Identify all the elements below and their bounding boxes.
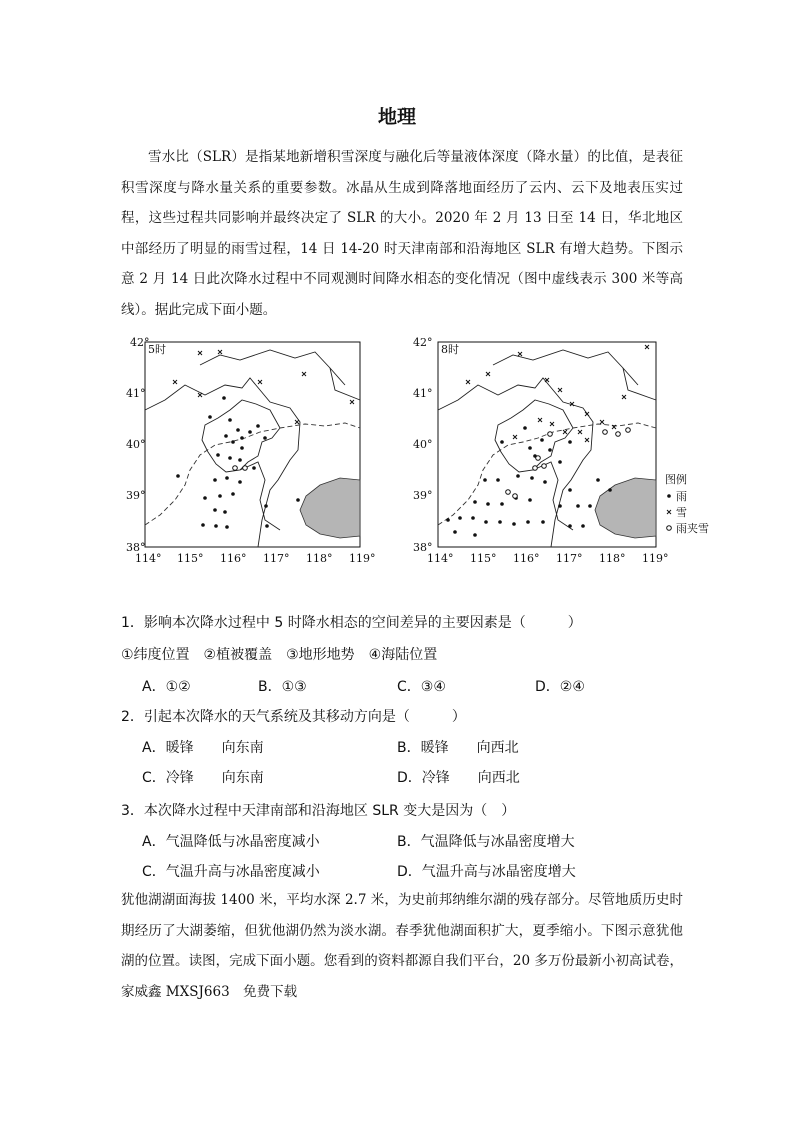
q1-factors: ①纬度位置 ②植被覆盖 ③地形地势 ④海陆位置: [121, 647, 438, 663]
left-xtick-115: 115°: [177, 552, 204, 565]
right-ytick-41: 41°: [413, 387, 433, 400]
left-ytick-40: 40°: [126, 438, 146, 451]
q2-stem: 2．引起本次降水的天气系统及其移动方向是（ ）: [121, 709, 466, 725]
right-ytick-38: 38°: [413, 541, 433, 554]
q1-option-d[interactable]: D．②④: [535, 679, 585, 695]
legend-sleet-symbol: [667, 526, 672, 531]
q3-option-d[interactable]: D．气温升高与冰晶密度增大: [397, 864, 576, 880]
right-xtick-115: 115°: [470, 552, 497, 565]
left-xtick-116: 116°: [220, 552, 247, 565]
left-ytick-39: 39°: [126, 489, 146, 502]
q2-option-d[interactable]: D．冷锋 向西北: [397, 770, 520, 786]
q1-option-a[interactable]: A．①②: [142, 679, 191, 695]
legend-title: 图例: [665, 473, 687, 486]
legend-rain: 雨: [676, 490, 687, 503]
left-ytick-41: 41°: [126, 387, 146, 400]
right-xtick-118: 118°: [599, 552, 626, 565]
right-xtick-117: 117°: [556, 552, 583, 565]
q1-option-c[interactable]: C．③④: [397, 679, 446, 695]
q3-option-a[interactable]: A．气温降低与冰晶密度减小: [142, 834, 320, 850]
q2-option-a[interactable]: A．暖锋 向东南: [142, 740, 264, 756]
q2-option-b[interactable]: B．暖锋 向西北: [397, 740, 519, 756]
left-xtick-119: 119°: [349, 552, 376, 565]
right-ytick-42: 42°: [413, 336, 433, 349]
intro-paragraph: [121, 142, 683, 326]
right-xtick-114: 114°: [427, 552, 454, 565]
legend-sleet: 雨夹雪: [676, 522, 709, 535]
q3-stem: 3．本次降水过程中天津南部和沿海地区 SLR 变大是因为（ ）: [121, 803, 516, 819]
map-8am-label: 8时: [441, 343, 459, 356]
legend-snow-symbol: [667, 510, 671, 514]
left-xtick-118: 118°: [306, 552, 333, 565]
left-ytick-38: 38°: [126, 541, 146, 554]
right-ytick-39: 39°: [413, 489, 433, 502]
legend-rain-symbol: [667, 494, 671, 498]
precipitation-maps: [126, 330, 730, 570]
map-5am: [126, 336, 376, 565]
left-xtick-117: 117°: [263, 552, 290, 565]
page-title: 地理: [377, 106, 416, 128]
closing-paragraph: [121, 885, 683, 1007]
right-ytick-40: 40°: [413, 438, 433, 451]
q1-stem: 1．影响本次降水过程中 5 时降水相态的空间差异的主要因素是（ ）: [121, 615, 582, 631]
intro-text: 雪水比（SLR）是指某地新增积雪深度与融化后等量液体深度（降水量）的比值，是表征积雪深度与降水量关系的重要参数。冰晶从生成到降落地面经历了云内、云下及地表压实过程，这些过程共同影响并最终决定了 SLR 的大小。2020 年 2 月 13 日至 14 日，华北地区中部经历了明显的雨雪过程，14 日 14-20 时天津南部和沿海地区 SLR 有增大趋势。下图示意 2 月 14 日此次降水过程中不同观测时间降水相态的变化情况（图中虚线表示 300 米等高线）。据此完成下面小题。: [121, 149, 683, 318]
q2-option-c[interactable]: C．冷锋 向东南: [142, 770, 264, 786]
closing-text: 犹他湖湖面海拔 1400 米，平均水深 2.7 米，为史前邦纳维尔湖的残存部分。尽管地质历史时期经历了大湖萎缩，但犹他湖仍然为淡水湖。春季犹他湖面积扩大，夏季缩小。下图示意犹他湖的位置。读图，完成下面小题。您看到的资料都源自我们平台，20 多万份最新小初高试卷，家威鑫 MXSJ663 免费下载: [121, 892, 683, 1000]
right-xtick-116: 116°: [513, 552, 540, 565]
left-ytick-42: 42°: [130, 336, 150, 349]
left-xtick-114: 114°: [135, 552, 162, 565]
legend-snow: 雪: [676, 506, 687, 519]
q3-option-c[interactable]: C．气温升高与冰晶密度减小: [142, 864, 320, 880]
right-xtick-119: 119°: [642, 552, 669, 565]
q1-option-b[interactable]: B．①③: [258, 679, 307, 695]
map-legend: [665, 472, 709, 535]
map-5am-label: 5时: [148, 343, 166, 356]
map-8am: [413, 336, 669, 565]
q3-option-b[interactable]: B．气温降低与冰晶密度增大: [397, 834, 575, 850]
